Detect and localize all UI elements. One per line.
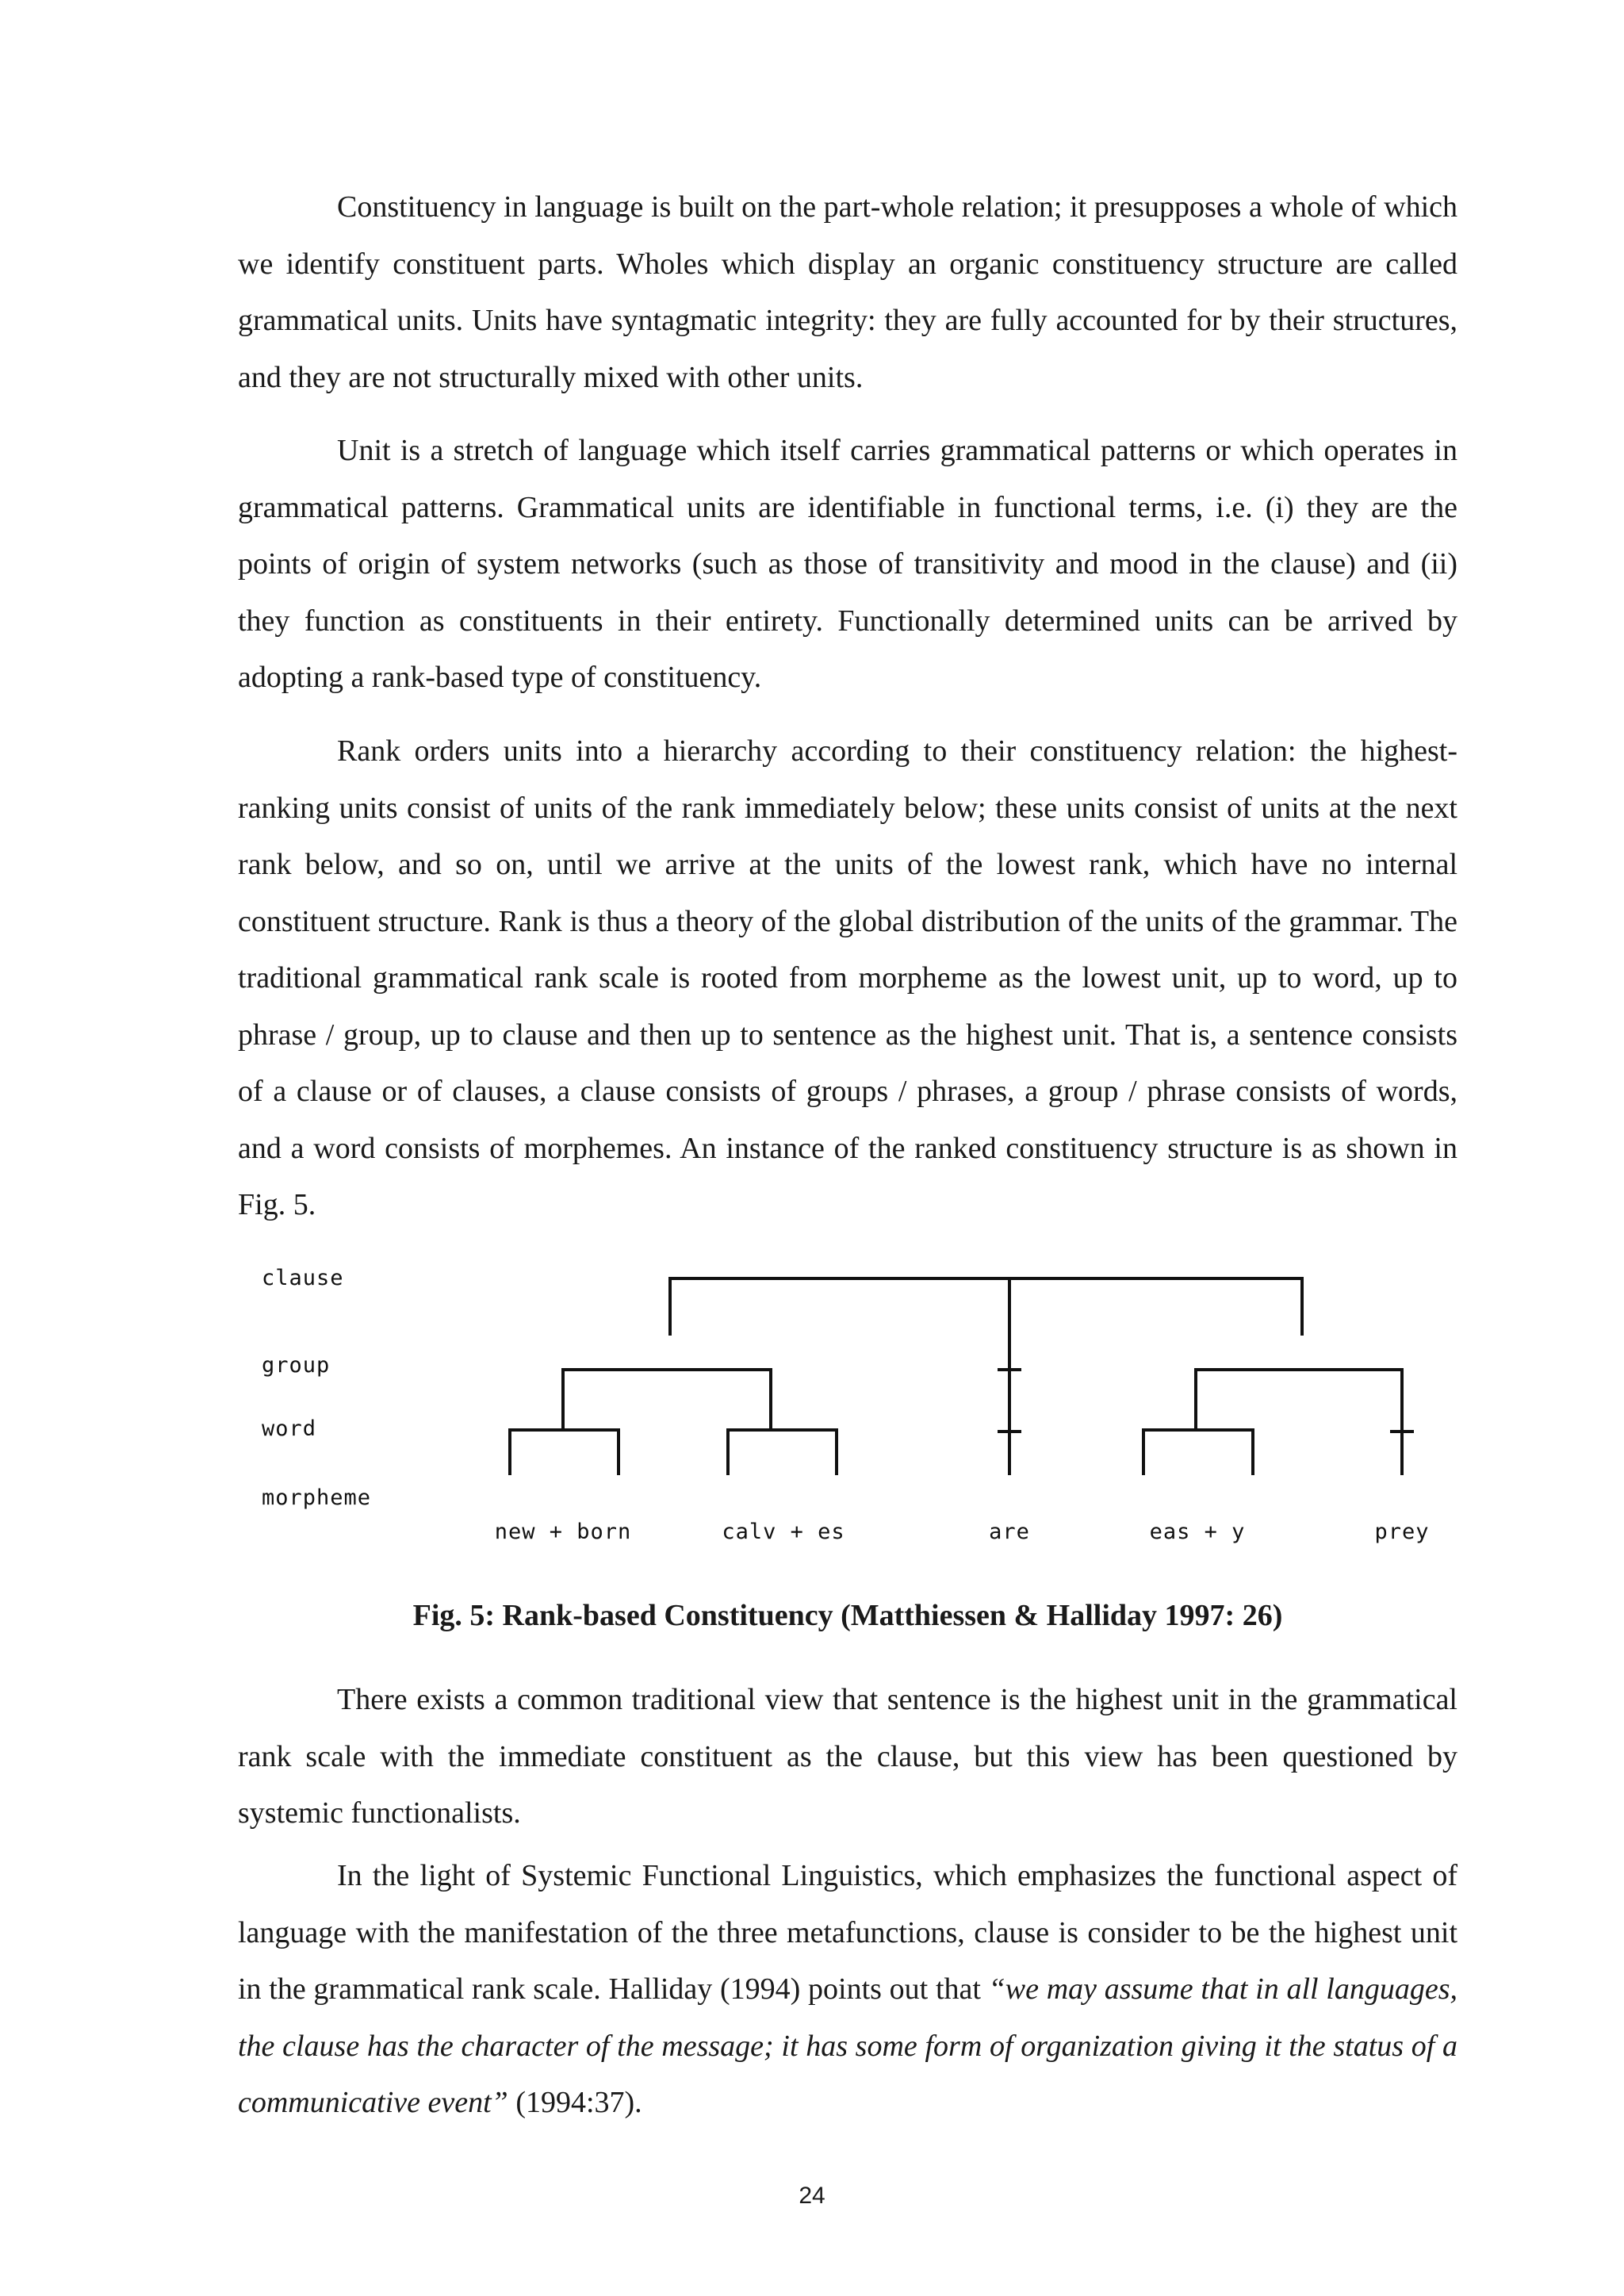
rank-label-group: group: [262, 1353, 331, 1378]
paragraph-rank: Rank orders units into a hierarchy according to their constituency relation: the highest-ranking units consist of units of the rank immediately below; these units consist of units at the next rank below, and so on, until we arrive at the units of the lowest rank, which have no internal constituent structure. Rank is thus a theory of the global distribution of the units of the grammar. The traditional grammatical rank scale is rooted from morpheme as the lowest unit, up to word, up to phrase / group, up to clause and then up to sentence as the highest unit. That is, a sentence consists of a clause or of clauses, a clause consists of groups / phrases, a group / phrase consists of words, and a word consists of morphemes. An instance of the ranked constituency structure is as shown in Fig. 5.: [238, 734, 1457, 1221]
figure-caption: Fig. 5: Rank-based Constituency (Matthiessen & Halliday 1997: 26): [412, 1599, 1283, 1632]
paragraph-traditional-view: There exists a common traditional view that sentence is the highest unit in the grammatical rank scale with the immediate constituent as the clause, but this view has been questioned by systemic functionalists.: [238, 1683, 1457, 1830]
citation-tail: (1994:37).: [508, 2086, 642, 2119]
rank-label-clause: clause: [262, 1266, 344, 1290]
rank-label-morpheme: morpheme: [262, 1485, 372, 1510]
constituency-tree: [254, 1253, 1459, 1562]
leaf-eas-y: eas + y: [1149, 1520, 1246, 1544]
clause-bracket: [670, 1278, 1302, 1336]
rank-constituency-diagram: [254, 1253, 1459, 1562]
tree-lines: [510, 1278, 1414, 1475]
sfl-lead-text: In the light of Systemic Functional Linguistics, which emphasizes the functional aspect of language with the manifestation of the three metafunctions, clause is consider to be the highest unit in the grammatical rank scale. Halliday (1994) points out that: [238, 1859, 1457, 2006]
word-bracket-calves: [728, 1430, 837, 1475]
group-bracket-right: [1196, 1370, 1402, 1475]
leaf-calv-es: calv + es: [722, 1520, 845, 1544]
word-bracket-newborn: [510, 1430, 619, 1475]
paragraph-constituency: Constituency in language is built on the part-whole relation; it presupposes a whole of which we identify constituent parts. Wholes which display an organic constituency structure are called grammatical units. Units have syntagmatic integrity: they are fully accounted for by their structures, and they are not structurally mixed with other units.: [238, 190, 1457, 394]
leaf-new-born: new + born: [494, 1520, 632, 1544]
paragraph-sfl: [238, 1848, 1457, 2132]
leaf-are: are: [989, 1520, 1030, 1544]
leaf-prey: prey: [1374, 1520, 1430, 1544]
group-bracket-left: [563, 1370, 771, 1430]
word-bracket-easy: [1143, 1430, 1253, 1475]
rank-label-word: word: [262, 1416, 317, 1441]
halliday-quote: “we may assume that in all languages, the clause has the character of the message; it has some form of organization giving it the status of a communicative event”: [238, 1972, 1457, 2119]
page-number: 24: [799, 2183, 825, 2209]
paragraph-unit: Unit is a stretch of language which itself carries grammatical patterns or which operates in grammatical patterns. Grammatical units are identifiable in functional terms, i.e. (i) they are the points of origin of system networks (such as those of transitivity and mood in the clause) and (ii) they function as constituents in their entirety. Functionally determined units can be arrived by adopting a rank-based type of constituency.: [238, 434, 1457, 694]
